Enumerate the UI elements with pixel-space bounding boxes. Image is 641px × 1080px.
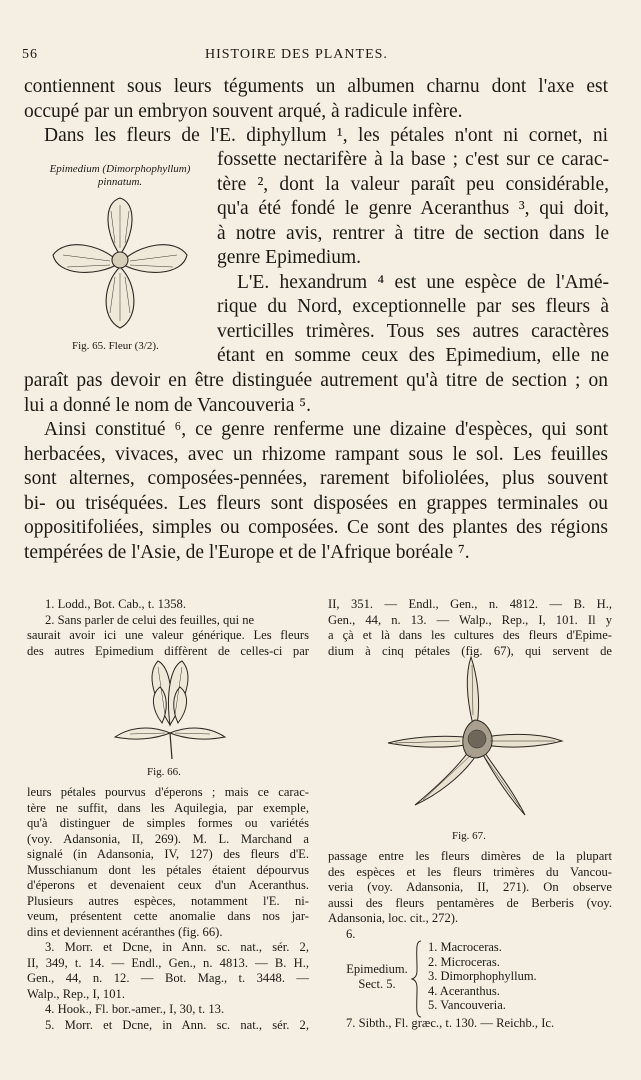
body-wrap [217,148,609,369]
fig65-caption-species: pinnatum. [97,176,143,188]
body-line: rique du Nord, exceptionnelle par ses fleurs à [217,296,609,317]
footnote-line: veum, présentent cette anomalie dans nos jar- [27,909,309,923]
body-line: paraît pas devoir en être distinguée autrement qu'à titre de section ; on [24,370,608,391]
fig65-caption-title: Epimedium (Dimorphophyllum) [49,163,191,175]
footnote-line: a çà et là dans les cultures des fleurs d'Epime- [328,628,612,642]
footnote-line: saurait avoir ici une valeur générique. Les fleurs [27,628,309,642]
footnote-line: des autres Epimedium diffèrent de celles-ci par [27,643,309,658]
body-line: occupé par un embryon souvent arqué, à radicule infère. [24,100,463,122]
footnote-line: signalé (in Adansonia, IV, 127) des fleurs d'E. [27,847,309,861]
body-line: fossette nectarifère à la base ; c'est sur ce carac- [217,149,609,170]
footnote-line: d'éperons et devenaient ceux d'un Aceranthus. [27,878,309,892]
body-line: sont alternes, composées-pennées, rarement bifoliolées, plus souvent [24,468,608,489]
footnote-line: passage entre les fleurs dimères de la plupart [328,849,612,863]
footnote-6-label: 6. [346,927,356,941]
section-item: 1. Macroceras. [428,940,502,954]
footnote-line: Adansonia, loc. cit., 272). [328,911,459,925]
footnotes-left-top [27,597,309,659]
footnote-line: Gen., 44, n. 13. — Walp., Rep., I, 101. Il y [328,612,612,627]
footnote-line: dins et deviennent acéranthes (fig. 66). [27,924,223,939]
footnote-line: 3. Morr. et Dcne, in Ann. sc. nat., sér. 2, [45,940,309,954]
brace-icon [411,940,423,1018]
page-number: 56 [22,47,38,62]
body-top [24,75,608,149]
body-line: herbacées, vivaces, avec un rhizome rampant sous le sol. Les feuilles [24,443,608,465]
footnote-line: 5. Morr. et Dcne, in Ann. sc. nat., sér. 2, [45,1017,309,1032]
fig65-flower-illustration [45,193,195,333]
footnotes-right-top [328,597,612,659]
body-line: lui a donné le nom de Vancouveria ⁵. [24,394,311,416]
section-genus-label [342,962,412,991]
body-line: contiennent sous leurs téguments un albumen charnu dont l'axe est [24,76,608,97]
body-line: à notre avis, rentrer à titre de section dans le [217,222,609,244]
body-line: qu'a été fondé le genre Aceranthus ³, qui doit, [217,198,609,219]
footnote-line: Musschianum dont les pétales étaient dépourvus [27,862,309,877]
footnote-line: II, 349, t. 14. — Endl., Gen., n. 4813. — B. H., [27,955,309,970]
footnote-line: 2. Sans parler de celui des feuilles, qui ne [45,612,255,627]
body-bottom [24,369,608,565]
section-item: 2. Microceras. [428,954,500,969]
footnote-line: Plusieurs autres espèces, notamment l'E. ni- [27,893,309,908]
body-line: verticilles trimères. Tous ses autres caractères [217,320,609,342]
body-line: genre Epimedium. [217,247,362,268]
footnote-line: 4. Hook., Fl. bor.-amer., I, 30, t. 13. [45,1002,225,1016]
footnote-7: 7. Sibth., Fl. græc., t. 130. — Reichb., Ic. [346,1016,555,1030]
body-line: Ainsi constitué ⁶, ce genre renferme une dizaine d'espèces, qui sont [44,419,608,440]
footnote-line: qu'à distinguer de simples formes ou variétés [27,816,309,830]
footnote-line: Gen., 44, n. 12. — Bot. Mag., t. 3448. — [27,971,309,985]
fig66-label: Fig. 66. [147,766,181,778]
footnote-line: Walp., Rep., I, 101. [27,986,125,1001]
section-count: Sect. 5. [358,976,396,991]
section-item: 4. Aceranthus. [428,983,500,998]
footnote-line: tère ne suffit, dans les Aquilegia, par exemple, [27,800,309,815]
fig65-caption [20,163,220,189]
body-line: bi- ou triséquées. Les fleurs sont disposées en grappes terminales ou [24,492,608,514]
footnote-line: II, 351. — Endl., Gen., n. 4812. — B. H., [328,597,612,611]
running-title: HISTOIRE DES PLANTES. [205,47,388,62]
footnote-line: 1. Lodd., Bot. Cab., t. 1358. [45,597,186,611]
body-line: L'E. hexandrum ⁴ est une espèce de l'Amé- [237,271,609,293]
section-list [428,940,537,1013]
body-line: oppositifoliées, simples ou composées. Ce sont des plantes des régions [24,517,608,538]
fig67-flower-illustration [385,655,565,825]
footnote-line: des espèces et les fleurs trimères du Vancou- [328,864,612,879]
section-genus: Epimedium. [346,962,408,976]
footnote-line: (voy. Adansonia, II, 269). M. L. Marchand a [27,831,309,846]
body-line: tère ², dont la valeur paraît peu considérable, [217,173,609,195]
footnote-line: veria (voy. Adansonia, II, 271). On observe [328,880,612,894]
fig65-label: Fig. 65. Fleur (3/2). [72,340,159,352]
body-line: tempérées de l'Asie, de l'Europe et de l'Afrique boréale ⁷. [24,541,470,563]
section-item: 3. Dimorphophyllum. [428,969,537,983]
fig67-label: Fig. 67. [452,830,486,842]
footnote-line: aussi des fleurs pentamères de Berberis (voy. [328,895,612,910]
footnote-line: leurs pétales pourvus d'éperons ; mais ce carac- [27,785,309,799]
footnotes-right-bottom [328,849,612,927]
body-line: étant en somme ceux des Epimedium, elle ne [217,345,609,366]
fig66-flower-illustration [110,655,230,760]
footnote-line: dium à cinq pétales (fig. 67), qui servent de [328,643,612,658]
body-line: Dans les fleurs de l'E. diphyllum ¹, les pétales n'ont ni cornet, ni [44,125,608,146]
section-item: 5. Vancouveria. [428,998,506,1012]
footnotes-left-bottom [27,785,309,1033]
